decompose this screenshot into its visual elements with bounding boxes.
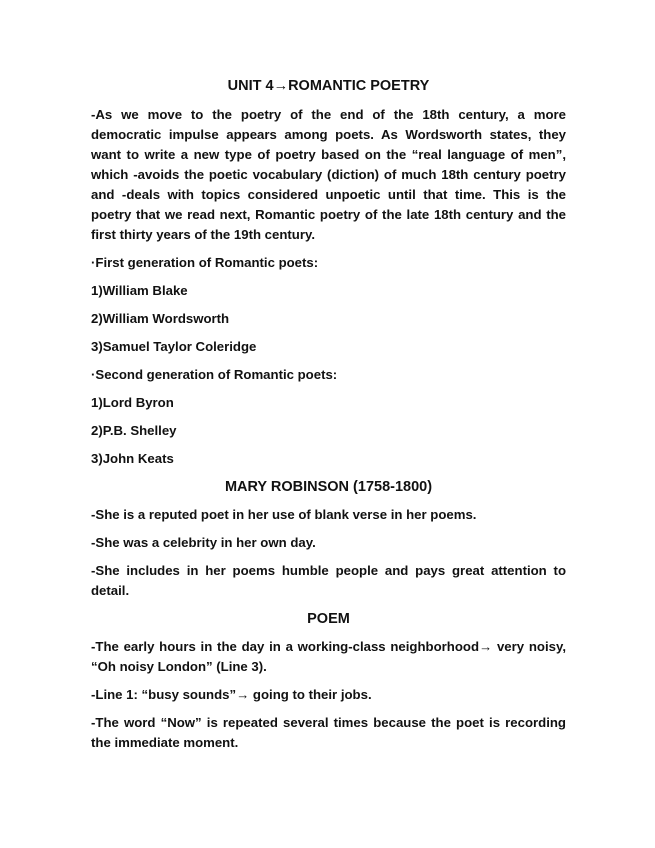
page-title: UNIT 4→ROMANTIC POETRY xyxy=(227,78,430,94)
list-item: 1)William Blake xyxy=(91,283,188,298)
document-body xyxy=(91,76,566,761)
robinson-point: -She was a celebrity in her own day. xyxy=(91,535,316,550)
poem-point: -Line 1: “busy sounds”→ going to their jobs. xyxy=(91,687,372,702)
list-item: 3)John Keats xyxy=(91,451,174,466)
list-item: 2)P.B. Shelley xyxy=(91,423,177,438)
first-generation-list xyxy=(91,281,566,357)
robinson-point: -She includes in her poems humble people and pays great attention to detail. xyxy=(91,563,566,598)
poem-point: -The early hours in the day in a working-class neighborhood→ very noisy, “Oh noisy London” (Line 3). xyxy=(91,639,566,674)
section-heading-robinson: MARY ROBINSON (1758-1800) xyxy=(224,479,433,495)
section-heading-poem: POEM xyxy=(307,611,350,627)
first-generation-heading: ·First generation of Romantic poets: xyxy=(91,255,319,270)
list-item: 3)Samuel Taylor Coleridge xyxy=(91,339,257,354)
robinson-point: -She is a reputed poet in her use of blank verse in her poems. xyxy=(91,507,477,522)
list-item: 1)Lord Byron xyxy=(91,395,174,410)
second-generation-heading: ·Second generation of Romantic poets: xyxy=(91,367,338,382)
intro-paragraph: -As we move to the poetry of the end of the 18th century, a more democratic impulse appears among poets. As Wordsworth states, they want to write a new type of poetry based on the “real language of men”, which -avoids the poetic vocabulary (diction) of much 18th century poetry and -deals with topics considered unpoetic until that time. This is the poetry that we read next, Romantic poetry of the late 18th century and the first thirty years of the 19th century. xyxy=(91,107,566,242)
list-item: 2)William Wordsworth xyxy=(91,311,230,326)
second-generation-list xyxy=(91,393,566,469)
poem-point: -The word “Now” is repeated several times because the poet is recording the immediate moment. xyxy=(91,715,566,750)
